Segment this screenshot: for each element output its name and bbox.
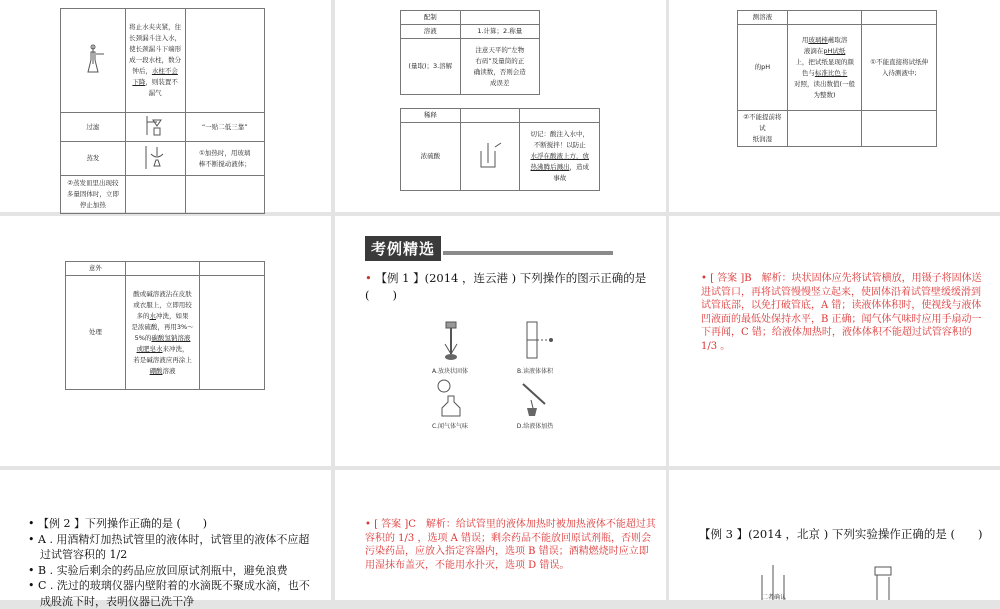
prep-label: 配制 (401, 11, 461, 25)
check-description: 将止水夹夹紧，往 长颈漏斗注入水， 使长颈漏斗下端形 成一段水柱，数分 钟后，水柱不会 下降，则装置不 漏气 (125, 9, 185, 113)
steps-1-2: 1.计算；2.称量 (460, 25, 539, 39)
caption-c: C.闻气体气味 (431, 423, 469, 430)
evaporation-apparatus-icon (142, 144, 168, 170)
caption-a: A.放块状固体 (432, 368, 468, 375)
bullet-icon: • (28, 517, 35, 530)
operation-table (60, 8, 265, 214)
evaporate-note-2: ②蒸发皿里出现较 多量固体时，立即 停止加热 (61, 176, 126, 214)
option-b-illustration (515, 320, 555, 362)
slide-2-thumbnail[interactable] (335, 0, 666, 212)
answer-1-text: • [ 答案 ]B 解析：块状固体应先将试管横放，用镊子将固体送进试管口，再将试管慢慢竖立起来，使固体沿着试管壁缓缓滑到试管底部，以免打破管底，A 错；读液体体积时，使视线与液体凹液面的最低处保持水平，B 正确；闻气体气味时应用手扇动一下再闻，C 错；给液体加热时，液体体积不能超过试管容积的 1/3 。 (701, 273, 982, 352)
dilution-warning: 切记：酸注入水中， 不断搅拌！以防止 水浮在酸液上方，放 热沸腾后溅出，造成 事故 (520, 123, 600, 191)
answer-2-text: • [ 答案 ]C 解析：给试管里的液体加热时被加热液体不能超过其容积的 1/3 ，选项 A 错误；剩余药品不能放回原试剂瓶，否则会污染药品，应放入指定容器内，选项 B 错误；酒精燃烧时应立即用湿抹布盖灭，不能用水扑灭，选项 D 错误。 (365, 519, 656, 571)
slide-8-thumbnail[interactable] (335, 470, 666, 600)
filter-note: “一贴二低三靠” (185, 113, 265, 142)
ph-caution-1: ①不能直接将试纸伸 入待测液中; (862, 25, 937, 111)
handling-description: 酸或碱溶液沾在皮肤 或衣服上，立即用较 多的水冲洗，如果 是浓硫酸，再用3%～ 5%的碳酸氢钠溶液 或肥皂水来冲洗， 若是碱溶液应再涂上 硼酸溶液 (125, 276, 200, 390)
caption-b: B.读液体体积 (516, 368, 554, 375)
example-3-question: 【例 3 】(2014 ，北京 ) 下列实验操作正确的是 ( ) (699, 527, 983, 541)
ph-method: 用玻璃棒蘸取溶 液滴在pH试纸 上，把试纸显现的颜 色与标准比色卡 对照，读出数值(一般 为整数) (787, 25, 862, 111)
evaporate-label: 蒸发 (61, 142, 126, 176)
slide-3-thumbnail[interactable] (669, 0, 1000, 212)
ph-label: 的pH (738, 25, 788, 111)
example-2-question: • 【例 2 】下列操作正确的是 ( ) • A . 用酒精灯加热试管里的液体时，试管里的液体不应超过试管容积的 1/2 • B . 实验后剩余的药品应放回原试剂瓶中，避免浪费 • C . 洗过的玻璃仪器内壁附着的水滴既不聚成水滴，也不成股流下时，表明仪器已洗干净 (28, 516, 320, 609)
option-b-illustration (869, 565, 909, 600)
option-b: • B . 实验后剩余的药品应放回原试剂瓶中，避免浪费 (28, 563, 288, 577)
solution-prep-table (400, 10, 540, 95)
option-a: • A . 用酒精灯加热试管里的液体时，试管里的液体不应超过试管容积的 1/2 (28, 532, 310, 561)
dilution-table (400, 108, 600, 191)
evaporate-note: ①加热时，用玻璃 棒不断搅动液体； (185, 142, 265, 176)
conc-sulfuric-label: 浓硫酸 (401, 123, 461, 191)
balance-note: 注意天平的“左物 右码”及量筒的正 确读数，否则会造 成误差 (460, 39, 539, 95)
ph-test-table (737, 10, 937, 147)
slide-4-thumbnail[interactable] (0, 216, 331, 466)
measure-label: 测溶液 (738, 11, 788, 25)
solution-label: 溶液 (401, 25, 461, 39)
dilution-apparatus-icon (475, 141, 505, 169)
accident-table (65, 261, 265, 390)
handling-label: 处理 (66, 276, 126, 390)
caption-a: 二者确认 (761, 594, 786, 601)
accident-label: 意外 (66, 262, 126, 276)
option-c: • C . 洗过的玻璃仪器内壁附着的水滴既不聚成水滴，也不成股流下时，表明仪器已洗干净 (28, 579, 310, 608)
section-header: 考例精选 (365, 236, 441, 261)
bullet-icon: • (365, 519, 371, 530)
filter-icon-cell (125, 113, 185, 142)
option-d-illustration (515, 378, 555, 418)
header-underline (443, 251, 613, 255)
slide-5-thumbnail[interactable] (335, 216, 666, 466)
ph-caution-2: ②不能提前将试 纸润湿 (738, 111, 788, 147)
bullet-icon: • (701, 273, 707, 284)
option-a-illustration (430, 320, 470, 362)
example-1-question: • 【例 1 】(2014 ，连云港 ) 下列操作的图示正确的是 ( ) (365, 271, 647, 302)
slide-6-thumbnail[interactable] (669, 216, 1000, 466)
slide-1-thumbnail[interactable] (0, 0, 331, 212)
bullet-icon: • (365, 271, 372, 285)
filter-label: 过滤 (61, 113, 126, 142)
evaporate-icon-cell (125, 142, 185, 176)
apparatus-cell (61, 9, 126, 113)
dilute-label: 稀释 (401, 109, 461, 123)
filter-apparatus-icon (143, 114, 167, 136)
step-3: (量取)；3.溶解 (401, 39, 461, 95)
option-c-illustration (430, 378, 470, 418)
caption-d: D.给液体加热 (516, 423, 554, 430)
airtight-check-apparatus-icon (78, 44, 108, 74)
slide-7-thumbnail[interactable] (0, 470, 331, 608)
slide-9-thumbnail[interactable] (669, 470, 1000, 600)
dilution-icon-cell (460, 123, 520, 191)
